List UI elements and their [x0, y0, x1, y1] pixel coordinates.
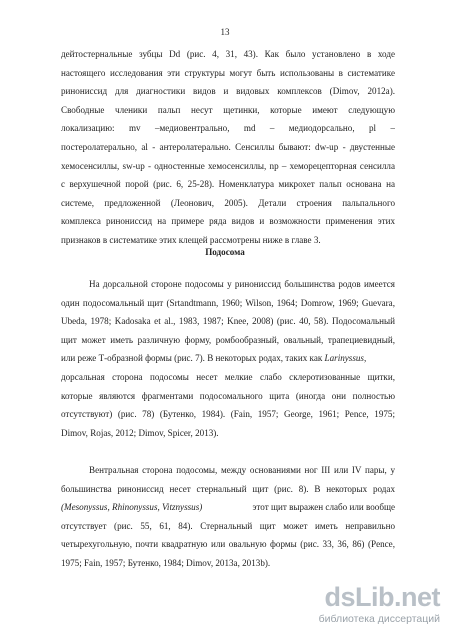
- text-line: большинства ринониссид несет стернальный щит (рис. 8). В некоторых родах: [61, 483, 395, 494]
- text-line: Ubeda, 1978; Kadosaka et al., 1983, 1987; Knee, 2008) (рис. 40, 58). Подосомальный: [61, 316, 395, 327]
- paragraph-2: [61, 275, 395, 442]
- text-line: Вентральная сторона подосомы, между основаниями ног III или IV пары, у: [89, 465, 395, 475]
- watermark: [307, 580, 447, 630]
- text-line: системе, предложенной (Леонович, 2005). Детали строения пальпального: [61, 197, 395, 208]
- section-heading: Подосома: [205, 247, 245, 257]
- genus-names: (Mesonyssus, Rhinonyssus, Vitznyssus): [61, 502, 203, 513]
- text-line: с верхушечной порой (рис. 6, 25-28). Номенклатура микрохет пальп основана на: [61, 179, 395, 190]
- text-line: Dimov, Rojas, 2012; Dimov, Spicer, 2013).: [61, 427, 219, 438]
- watermark-logo: dsLib.net: [324, 582, 440, 612]
- text-line: [61, 498, 395, 517]
- text-line: отсутствуют) (рис. 78) (Бутенко, 1984). (Fain, 1957; George, 1961; Pence, 1975;: [61, 409, 395, 420]
- text-segment: этот щит выражен слабо или вообще: [252, 502, 395, 513]
- text-line: дейтостернальные зубцы Dd (рис. 4, 31, 43). Как было установлено в ходе: [61, 49, 395, 59]
- text-line: щит может иметь различную форму, ромбообразный, овальный, трапециевидный,: [61, 334, 395, 345]
- text-line: На дорсальной стороне подосомы у ринониссид большинства родов имеется: [89, 279, 395, 289]
- text-line: комплекса ринониссид на примере ряда видов и возможности применения этих: [61, 216, 395, 227]
- paragraph-1: [61, 45, 395, 250]
- text-line: один подосомальный щит (Srtandtmann, 1960; Wilson, 1964; Domrow, 1969; Guevara,: [61, 297, 395, 308]
- genus-name: Larinyssus,: [324, 353, 367, 364]
- watermark-subtitle: библиотека диссертаций: [318, 613, 440, 625]
- text-line: постеролатерально, al - антеролатерально. Сенсиллы бывают: dw-up - двустенные: [61, 141, 395, 152]
- text-line: ринониссид для диагностики видов и видовых комплексов (Dimov, 2012а).: [61, 86, 395, 97]
- text-line: четырехугольную, почти квадратную или овальную формы (рис. 33, 36, 86) (Pence,: [61, 539, 395, 550]
- text-line: [61, 349, 395, 368]
- paragraph-3: [61, 461, 395, 573]
- text-line: дорсальная сторона подосомы несет мелкие слабо склеротизованные щитки,: [61, 371, 395, 382]
- text-line: настоящего исследования эти структуры могут быть использованы в систематике: [61, 67, 395, 78]
- text-line: 1975; Fain, 1957; Бутенко, 1984; Dimov, 2013а, 2013b).: [61, 557, 271, 568]
- text-line: признаков в систематике этих клещей рассмотрены ниже в главе 3.: [61, 234, 321, 245]
- text-line: локализацию: mv –медиовентрально, md – медиодорсально, pl –: [61, 123, 395, 134]
- page-number: 13: [220, 27, 230, 37]
- text-line: хемосенсиллы, sw-up - одностенные хемосенсиллы, np – хеморецепторная сенсилла: [61, 160, 395, 171]
- text-segment: или реже Т-образной формы (рис. 7). В некоторых родах, таких как: [61, 353, 325, 364]
- text-line: отсутствует (рис. 55, 61, 84). Стернальный щит может иметь неправильно: [61, 520, 395, 531]
- text-line: Свободные членики пальп несут щетинки, которые имеют следующую: [61, 104, 395, 115]
- text-line: которые являются фрагментами подосомального щита (иногда они полностью: [61, 390, 395, 401]
